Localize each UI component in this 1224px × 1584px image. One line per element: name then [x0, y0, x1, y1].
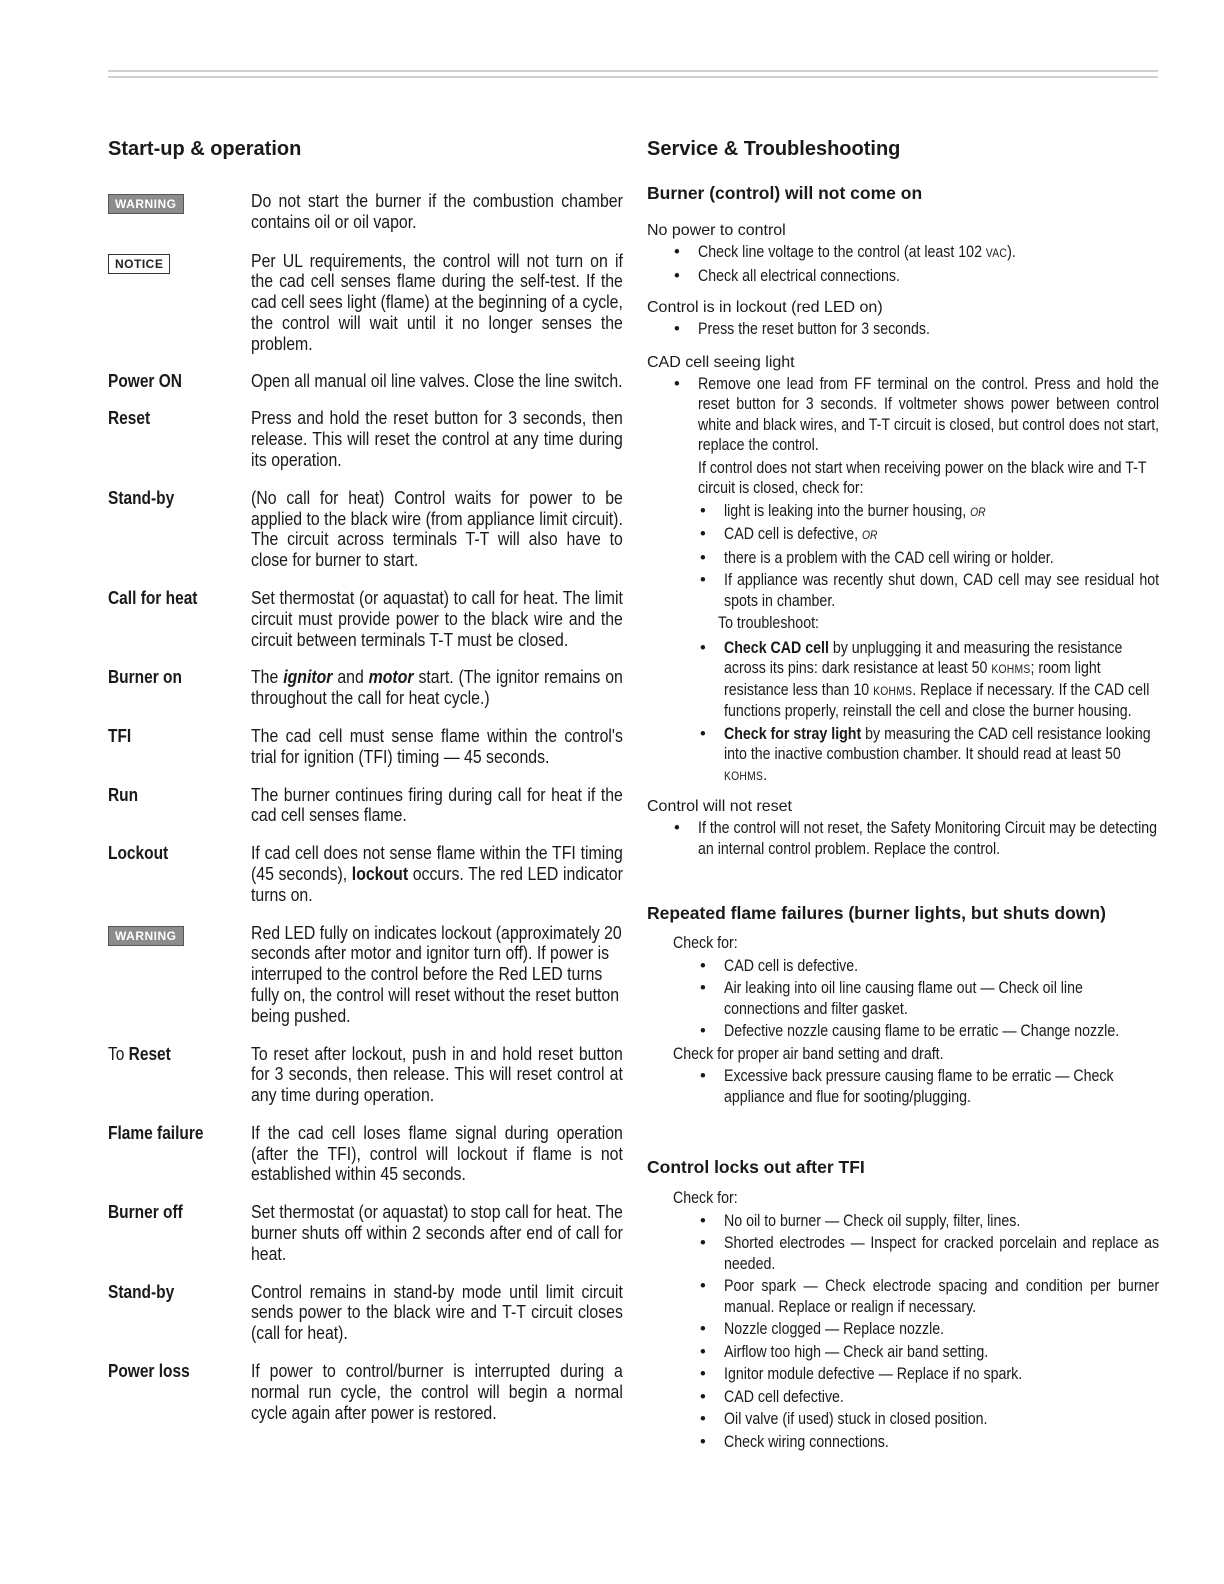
lockout-label: Lockout: [108, 843, 169, 864]
to-reset-text: To reset after lockout, push in and hold reset button for 3 seconds, then release. This will reset control at any time during operation.: [251, 1043, 623, 1106]
notice-text: Per UL requirements, the control will not turn on if the cad cell senses flame during the self-test. If the cad cell sees light (flame) at the beginning of a cycle, the control will wait until it no longer senses the problem.: [251, 250, 623, 354]
warning-badge: WARNING: [108, 926, 184, 946]
warning-badge: WARNING: [108, 194, 184, 214]
list-item: • CAD cell is defective, OR: [724, 524, 1159, 546]
list-item: • Check wiring connections.: [724, 1432, 1159, 1453]
burner-on-row: [108, 667, 623, 709]
standby-text: (No call for heat) Control waits for power to be applied to the black wire (from appliance limit circuit). The circuit across terminals T-T will also have to close for burner to start.: [251, 487, 623, 571]
subsection-title: CAD cell seeing light: [647, 353, 795, 371]
power-loss-row: [108, 1361, 623, 1423]
list-item: • Air leaking into oil line causing flame out — Check oil line connections and filter gasket.: [724, 978, 1159, 1019]
list-item: • Defective nozzle causing flame to be erratic — Change nozzle.: [724, 1021, 1159, 1042]
list-item: • Check CAD cell by unplugging it and measuring the resistance across its pins: dark resistance at least 50 KOHMS; room light resistance less than 10 KOHMS. Replace if necessary. If the CAD cell functions properly, reinstall the cell and close the burner housing.: [724, 638, 1159, 722]
burner-on-label: Burner on: [108, 667, 182, 688]
subsection-title: Control will not reset: [647, 798, 792, 815]
flame-failure-row: [108, 1123, 623, 1185]
bullet-list: [724, 1211, 1159, 1453]
warning-row-2: [108, 923, 623, 1027]
list-item: • CAD cell is defective.: [724, 956, 1159, 977]
startup-operation-column: [108, 138, 623, 1423]
section-title: Control locks out after TFI: [647, 1157, 865, 1177]
notice-row: [108, 251, 623, 355]
lockout-row: [108, 843, 623, 905]
reset-label: Reset: [108, 408, 151, 429]
notice-badge: NOTICE: [108, 254, 170, 274]
call-for-heat-label: Call for heat: [108, 587, 198, 608]
troubleshoot-label: To troubleshoot:: [718, 614, 819, 632]
bullet-list: [698, 374, 1159, 499]
check-label: Check for proper air band setting and draft.: [673, 1044, 944, 1063]
burner-off-text: Set thermostat (or aquastat) to stop call for heat. The burner shuts off within 2 seconds after end of call for heat.: [251, 1202, 623, 1264]
check-label: Check for:: [673, 934, 738, 952]
list-item: • No oil to burner — Check oil supply, filter, lines.: [724, 1211, 1159, 1232]
bullet-list: [698, 818, 1159, 859]
standby-text: Control remains in stand-by mode until limit circuit sends power to the black wire and T-T circuit closes (call for heat).: [251, 1281, 623, 1344]
list-item: • Check line voltage to the control (at least 102 VAC).: [698, 242, 1159, 264]
section-title: Repeated flame failures (burner lights, but shuts down): [647, 903, 1106, 923]
bullet-list: [698, 319, 1159, 340]
power-on-row: [108, 371, 623, 392]
call-for-heat-text: Set thermostat (or aquastat) to call for heat. The limit circuit must provide power to the black wire and the circuit between terminals T-T must be closed.: [251, 587, 623, 650]
list-item: • If appliance was recently shut down, CAD cell may see residual hot spots in chamber.: [724, 570, 1159, 611]
reset-text: Press and hold the reset button for 3 seconds, then release. This will reset the control at any time during its operation.: [251, 408, 623, 470]
standby-row-1: [108, 488, 623, 571]
standby-label: Stand-by: [108, 1281, 175, 1302]
check-label: Check for:: [673, 1189, 738, 1207]
run-label: Run: [108, 784, 139, 805]
service-troubleshooting-column: [647, 138, 1159, 1452]
nested-bullet-list: [724, 638, 1159, 787]
tfi-row: [108, 726, 623, 768]
list-item: • light is leaking into the burner housing, OR: [724, 501, 1159, 523]
to-reset-label: To Reset: [108, 1043, 171, 1064]
run-text: The burner continues firing during call for heat if the cad cell senses flame.: [251, 784, 623, 826]
list-item: • Nozzle clogged — Replace nozzle.: [724, 1319, 1159, 1340]
flame-failure-label: Flame failure: [108, 1122, 204, 1143]
list-item: • Oil valve (if used) stuck in closed position.: [724, 1409, 1159, 1430]
tfi-label: TFI: [108, 725, 132, 746]
list-item: • Remove one lead from FF terminal on the control. Press and hold the reset button for 3 seconds. If voltmeter shows power between control white and black wires, and T-T circuit is closed, but control does not start, replace the control. If control does not start when receiving power on the black wire and T-T circuit is closed, check for:: [698, 374, 1159, 499]
flame-failure-text: If the cad cell loses flame signal during operation (after the TFI), control will lockout if flame is not established within 45 seconds.: [251, 1122, 623, 1185]
list-item: • Excessive back pressure causing flame to be erratic — Check appliance and flue for sooting/plugging.: [724, 1066, 1159, 1107]
subsection-title: Control is in lockout (red LED on): [647, 299, 883, 316]
list-item: • Poor spark — Check electrode spacing and condition per burner manual. Replace or realign if necessary.: [724, 1276, 1159, 1317]
burner-off-label: Burner off: [108, 1202, 183, 1223]
standby-row-2: [108, 1282, 623, 1344]
list-item: • If the control will not reset, the Safety Monitoring Circuit may be detecting an internal control problem. Replace the control.: [698, 818, 1159, 859]
burner-on-text: The ignitor and motor start. (The ignitor remains on throughout the call for heat cycle.): [251, 667, 623, 709]
run-row: [108, 785, 623, 827]
list-item: • Check all electrical connections.: [698, 266, 1159, 287]
bullet-list: [724, 956, 1159, 1042]
to-reset-row: [108, 1044, 623, 1106]
nested-bullet-list: [724, 501, 1159, 612]
power-on-text: Open all manual oil line valves. Close the line switch.: [251, 370, 623, 391]
list-item: • Ignitor module defective — Replace if no spark.: [724, 1364, 1159, 1385]
section-title: Burner (control) will not come on: [647, 183, 923, 203]
bullet-list: [698, 242, 1159, 286]
header-rule: [108, 70, 1158, 78]
subsection-title: No power to control: [647, 222, 786, 239]
list-item: • Check for stray light by measuring the CAD cell resistance looking into the inactive combustion chamber. It should read at least 50 KOHMS.: [724, 724, 1159, 787]
power-loss-label: Power loss: [108, 1361, 190, 1382]
call-for-heat-row: [108, 588, 623, 650]
list-item: • Shorted electrodes — Inspect for cracked porcelain and replace as needed.: [724, 1233, 1159, 1274]
list-item: • Airflow too high — Check air band setting.: [724, 1342, 1159, 1363]
list-item: • there is a problem with the CAD cell wiring or holder.: [724, 548, 1159, 569]
standby-label: Stand-by: [108, 487, 175, 508]
startup-heading: Start-up & operation: [108, 138, 302, 160]
lockout-text: If cad cell does not sense flame within the TFI timing (45 seconds), lockout occurs. The red LED indicator turns on.: [251, 843, 623, 905]
warning-text: Do not start the burner if the combustion chamber contains oil or oil vapor.: [251, 191, 623, 232]
power-on-label: Power ON: [108, 370, 182, 391]
warning-row-1: [108, 191, 623, 233]
list-item: • Press the reset button for 3 seconds.: [698, 319, 1159, 340]
warning-text: Red LED fully on indicates lockout (approximately 20 seconds after motor and ignitor turn off). If power is interruped to the control before the Red LED turns fully on, the control will reset without the reset button being pushed.: [251, 922, 622, 1026]
burner-off-row: [108, 1202, 623, 1264]
service-heading: Service & Troubleshooting: [647, 138, 901, 160]
tfi-text: The cad cell must sense flame within the control's trial for ignition (TFI) timing — 45 seconds.: [251, 725, 623, 767]
list-item: • CAD cell defective.: [724, 1387, 1159, 1408]
bullet-list: [724, 1066, 1159, 1107]
reset-row: [108, 408, 623, 470]
power-loss-text: If power to control/burner is interrupted during a normal run cycle, the control will begin a normal cycle again after power is restored.: [251, 1361, 623, 1423]
